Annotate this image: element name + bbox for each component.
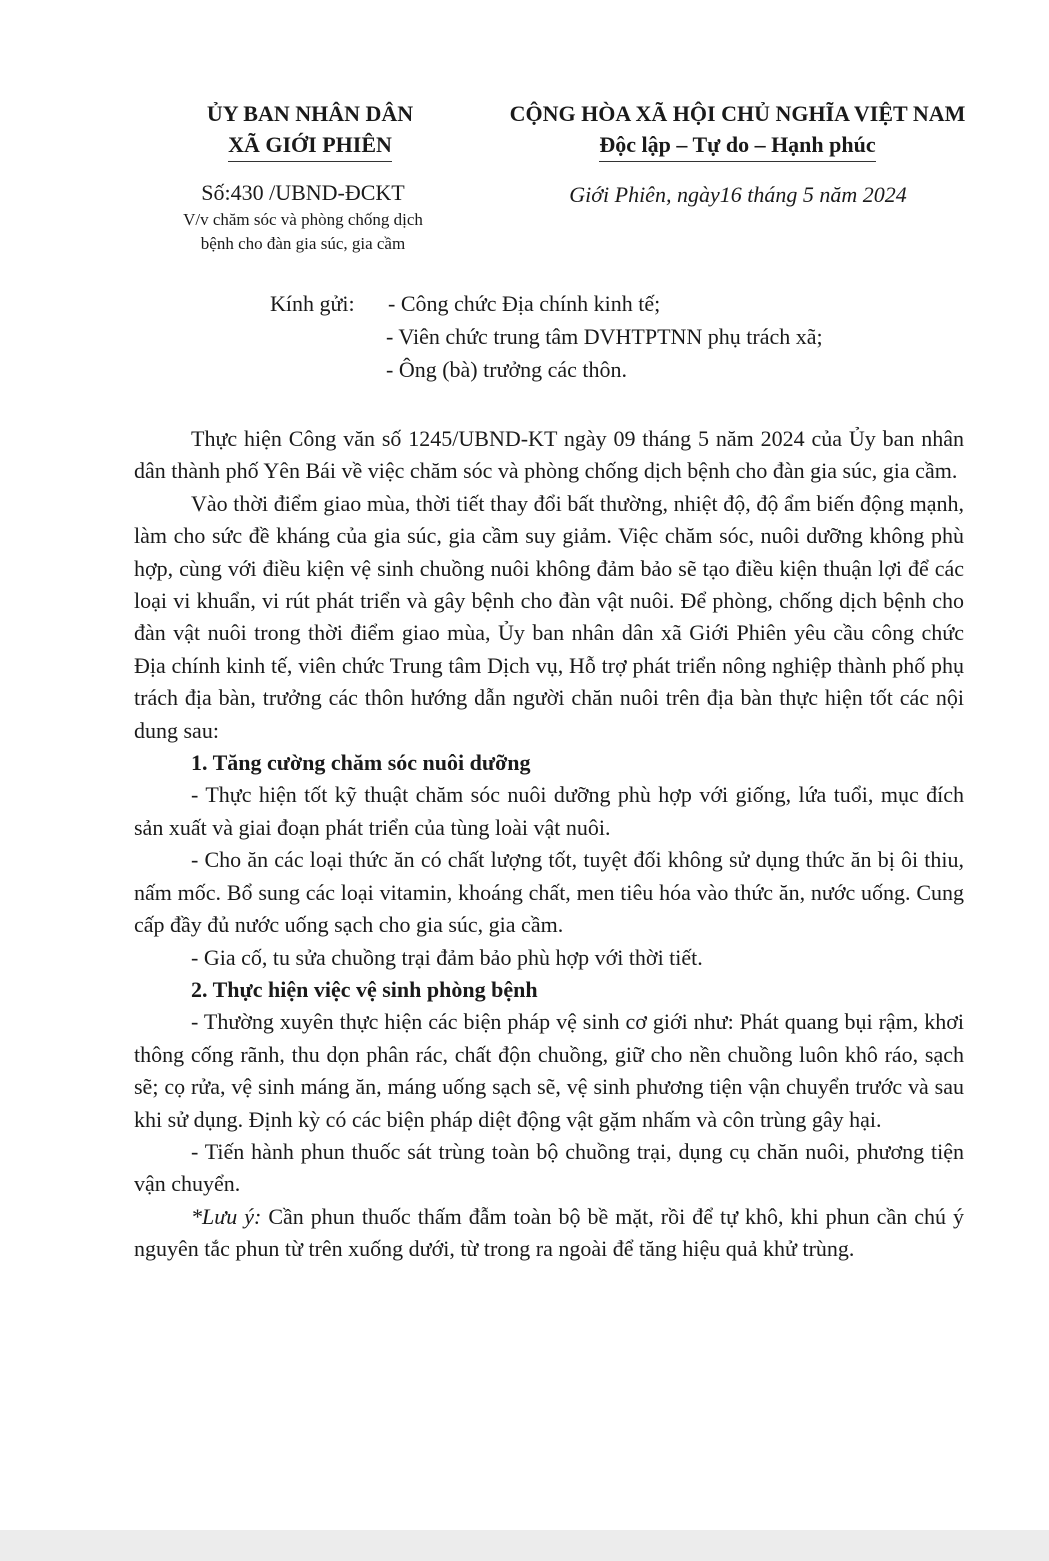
authority-line-2 [150, 129, 470, 162]
note-paragraph [134, 1201, 964, 1266]
recipient-item: - Ông (bà) trưởng các thôn. [386, 357, 628, 382]
body-paragraph: - Gia cố, tu sửa chuồng trại đảm bảo phù hợp với thời tiết. [191, 944, 703, 970]
document-reference [118, 178, 488, 256]
recipient-item: - Viên chức trung tâm DVHTPTNN phụ trách xã; [386, 324, 823, 349]
national-motto: Độc lập – Tự do – Hạnh phúc [599, 129, 875, 162]
national-motto-line [475, 129, 1000, 162]
body-paragraph: - Cho ăn các loại thức ăn có chất lượng tốt, tuyệt đối không sử dụng thức ăn bị ôi thiu, nấm mốc. Bổ sung các loại vitamin, khoáng chất, men tiêu hóa vào thức ăn, nước uống. Cung cấp đầy đủ nước uống sạch cho gia súc, gia cầm. [134, 847, 964, 938]
recipient-item: - Công chức Địa chính kinh tế; [388, 291, 661, 316]
body-paragraph: - Thực hiện tốt kỹ thuật chăm sóc nuôi dưỡng phù hợp với giống, lứa tuổi, mục đích sản xuất và giai đoạn phát triển của tùng loài vật nuôi. [134, 782, 964, 840]
document-subject-line-1: V/v chăm sóc và phòng chống dịch [183, 210, 423, 229]
note-text: Cần phun thuốc thấm đẫm toàn bộ bề mặt, rồi để tự khô, khi phun cần chú ý nguyên tắc phun từ trên xuống dưới, từ trong ra ngoài để tăng hiệu quả khử trùng. [134, 1203, 964, 1262]
national-heading [475, 98, 1000, 162]
recipients-block [270, 287, 970, 386]
recipients-label: Kính gửi: [270, 291, 355, 316]
body-paragraph: Vào thời điểm giao mùa, thời tiết thay đổi bất thường, nhiệt độ, độ ẩm biến động mạnh, làm cho sức đề kháng của gia súc, gia cầm suy giảm. Việc chăm sóc, nuôi dưỡng không phù hợp, cùng với điều kiện vệ sinh chuồng nuôi không đảm bảo sẽ tạo điều kiện thuận lợi để các loại vi khuẩn, vi rút phát triển và gây bệnh cho đàn vật nuôi. Để phòng, chống dịch bệnh cho đàn vật nuôi trong thời điểm giao mùa, Ủy ban nhân dân xã Giới Phiên yêu cầu công chức Địa chính kinh tế, viên chức Trung tâm Dịch vụ, Hỗ trợ phát triển nông nghiệp thành phố phụ trách địa bàn, trưởng các thôn hướng dẫn người chăn nuôi trên địa bàn thực hiện tốt các nội dung sau: [134, 490, 964, 743]
section-heading-2: 2. Thực hiện việc vệ sinh phòng bệnh [191, 976, 538, 1002]
section-heading-1: 1. Tăng cường chăm sóc nuôi dưỡng [191, 750, 531, 776]
body-paragraph: Thực hiện Công văn số 1245/UBND-KT ngày 09 tháng 5 năm 2024 của Ủy ban nhân dân thành phố Yên Bái về việc chăm sóc và phòng chống dịch bệnh cho đàn gia súc, gia cầm. [134, 426, 964, 484]
body-paragraph: - Tiến hành phun thuốc sát trùng toàn bộ chuồng trại, dụng cụ chăn nuôi, phương tiện vận chuyển. [134, 1138, 964, 1197]
note-label: *Lưu ý: [191, 1203, 262, 1229]
recipient-row-1 [270, 287, 970, 320]
document-date: Giới Phiên, ngày16 tháng 5 năm 2024 [569, 182, 907, 207]
page-bottom-margin [0, 1530, 1049, 1561]
body-paragraph: - Thường xuyên thực hiện các biện pháp vệ sinh cơ giới như: Phát quang bụi rậm, khơi thông cống rãnh, thu dọn phân rác, chất độn chuồng, giữ cho nền chuồng luôn khô ráo, sạch sẽ; cọ rửa, vệ sinh máng ăn, máng uống sạch sẽ, vệ sinh phương tiện vận chuyển trước và sau khi sử dụng. Định kỳ có các biện pháp diệt động vật gặm nhấm và côn trùng gây hại. [134, 1009, 964, 1132]
authority-line-1: ỦY BAN NHÂN DÂN [206, 101, 414, 126]
authority-name: XÃ GIỚI PHIÊN [228, 129, 392, 162]
national-title: CỘNG HÒA XÃ HỘI CHỦ NGHĨA VIỆT NAM [509, 101, 966, 126]
document-body [134, 423, 964, 1266]
document-number: Số:430 /UBND-ĐCKT [201, 180, 405, 205]
issuing-authority [150, 98, 470, 162]
document-subject-line-2: bệnh cho đàn gia súc, gia cầm [200, 234, 406, 253]
